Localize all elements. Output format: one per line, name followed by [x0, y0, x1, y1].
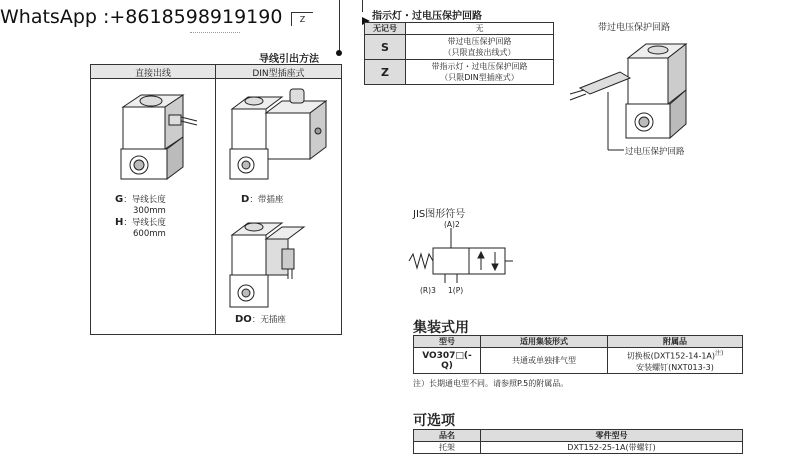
- col-direct-label: 直接出线: [134, 69, 171, 79]
- valve-din-d-illustration: [226, 85, 336, 185]
- d-code: D: [241, 194, 250, 205]
- protect-callout: 过电压保护回路: [625, 147, 685, 157]
- manifold-type: 共通或单独排气型: [481, 348, 608, 374]
- top-code-box: [291, 12, 313, 26]
- scan-artifact: [190, 32, 240, 36]
- options-row-name: 托架: [414, 442, 481, 454]
- indicator-s-line2: （只限直接出线式）: [443, 48, 516, 57]
- indicator-code-s: S: [365, 35, 406, 60]
- valve-din-do-illustration: [226, 213, 336, 313]
- valve-direct-illustration: [111, 87, 201, 187]
- g-text: ：导线长度: [123, 195, 166, 205]
- d-option: [241, 195, 283, 205]
- indicator-header-value: 无: [406, 23, 554, 35]
- h-text: ：导线长度: [123, 218, 166, 228]
- manifold-model: VO307□(-Q): [414, 348, 481, 374]
- lead-wire-title: 导线引出方法: [259, 54, 319, 65]
- indicator-title: 指示灯・过电压保护回路: [372, 11, 482, 22]
- h-option: [115, 218, 166, 228]
- jis-port-p: 1(P): [448, 286, 464, 295]
- indicator-code-z: Z: [365, 60, 406, 85]
- lead-wire-panel: [90, 64, 342, 335]
- indicator-z-line2: （只限DIN型插座式）: [440, 73, 519, 82]
- indicator-table: [364, 22, 554, 85]
- g-option: [115, 195, 166, 205]
- col-din-label: DIN型插座式: [252, 69, 305, 79]
- indicator-z-line1: 带指示灯・过电压保护回路: [431, 62, 528, 71]
- indicator-s-line1: 带过电压保护回路: [447, 37, 512, 46]
- h-length: 600mm: [133, 229, 166, 239]
- manifold-acc1: [611, 348, 739, 362]
- do-text: ：无插座: [251, 315, 286, 325]
- watermark-text: WhatsApp :+8618598919190: [0, 6, 283, 28]
- jis-port-r: (R)3: [420, 286, 436, 295]
- indicator-desc-z: [406, 60, 554, 85]
- indicator-desc-s: [406, 35, 554, 60]
- lead-wire-divider: [215, 65, 216, 334]
- indicator-header-code: 无记号: [365, 23, 406, 35]
- options-table: [413, 429, 743, 454]
- d-text: ：带插座: [249, 195, 284, 205]
- jis-port-a: (A)2: [444, 220, 460, 229]
- g-code: G: [115, 194, 124, 205]
- connector-dot: [336, 50, 342, 56]
- manifold-header-model: 型号: [414, 336, 481, 348]
- manifold-header-type: 适用集装形式: [481, 336, 608, 348]
- manifold-header-acc: 附属品: [608, 336, 743, 348]
- options-title: 可选项: [413, 413, 455, 429]
- options-header-name: 品名: [414, 430, 481, 442]
- manifold-acc1-text: 切换板(DXT152-14-1A): [626, 351, 716, 361]
- manifold-table: [413, 335, 743, 374]
- manifold-acc1-note: 注): [715, 350, 724, 358]
- manifold-acc2: 安装螺钉(NXT013-3): [636, 362, 714, 372]
- manifold-note: 注）长期通电型不同。请参照P.5的附属品。: [413, 379, 569, 388]
- manifold-title: 集装式用: [413, 320, 469, 336]
- jis-symbol: [405, 228, 515, 283]
- protect-title: 带过电压保护回路: [598, 23, 671, 33]
- jis-title: JIS图形符号: [413, 209, 466, 220]
- top-code-label: Z: [299, 15, 306, 24]
- manifold-acc: [608, 348, 743, 374]
- g-length: 300mm: [133, 206, 166, 216]
- do-option: [235, 315, 286, 325]
- h-code: H: [115, 217, 124, 228]
- indicator-arrow: [362, 10, 368, 16]
- do-code: DO: [235, 314, 252, 325]
- protect-illustration: [560, 32, 700, 152]
- connector-line: [339, 0, 340, 52]
- options-header-part: 零件型号: [481, 430, 743, 442]
- options-row-part: DXT152-25-1A(带螺钉): [481, 442, 743, 454]
